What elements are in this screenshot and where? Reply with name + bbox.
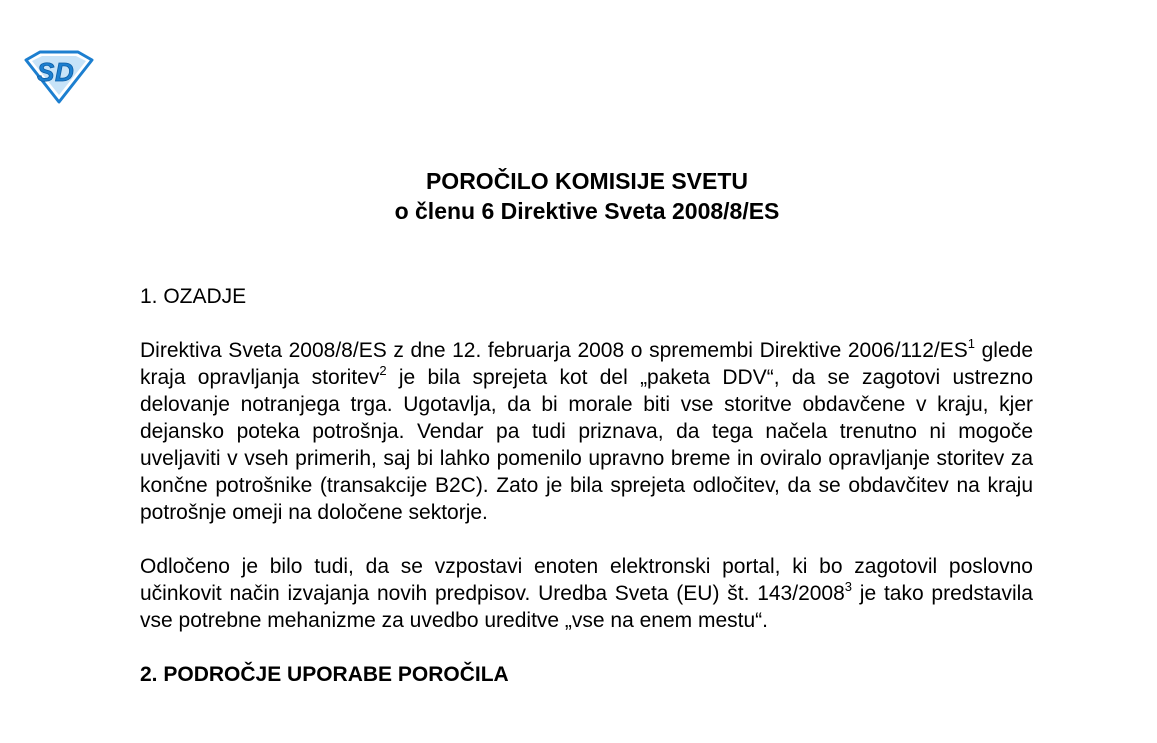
paragraph-1: [140, 337, 1033, 526]
section-heading-podrocje: 2. PODROČJE UPORABE POROČILA: [140, 663, 509, 686]
paragraph-2-text-a: Odločeno je bilo tudi, da se vzpostavi enoten elektronski portal, ki bo zagotovil poslovno učinkovit način izvajanja novih predpisov. Uredba Sveta (EU) št. 143/2008: [140, 555, 1033, 605]
paragraph-1-text-c: je bila sprejeta kot del „paketa DDV“, da se zagotovi ustrezno delovanje notranjega trga. Ugotavlja, da bi morale biti vse storitve obdavčene v kraju, kjer dejansko poteka potrošnja. Vendar pa tudi priznava, da tega načela trenutno ni mogoče uveljaviti v vseh primerih, saj bi lahko pomenilo upravno breme in oviralo opravljanje storitev za končne potrošnike (transakcije B2C). Zato je bila sprejeta odločitev, da se obdavčitev na kraju potrošnje omeji na določene sektorje.: [140, 366, 1033, 524]
footnote-ref-2: 2: [379, 363, 387, 378]
footnote-ref-3: 3: [844, 579, 853, 594]
paragraph-1-text-b: glede kraja opravljanja storitev: [140, 339, 1034, 389]
svg-text:D: D: [55, 57, 74, 87]
paragraph-1-text-a: Direktiva Sveta 2008/8/ES z dne 12. februarja 2008 o spremembi Direktive 2006/112/ES: [140, 339, 968, 362]
footnote-ref-1: 1: [967, 336, 975, 351]
title-line-1: POROČILO KOMISIJE SVETU: [425, 168, 749, 194]
title-line-2: o členu 6 Direktive Sveta 2008/8/ES: [394, 198, 780, 224]
sd-logo-icon: [22, 48, 96, 104]
document-body: [140, 283, 1033, 688]
document-title: [0, 166, 1157, 226]
section-heading-ozadje: 1. OZADJE: [140, 285, 247, 308]
paragraph-2-text-b: je tako predstavila vse potrebne mehanizme za uvedbo ureditve „vse na enem mestu“.: [140, 582, 1033, 632]
svg-text:S: S: [37, 57, 55, 87]
sd-shield-logo-icon: [22, 48, 96, 104]
paragraph-2: [140, 553, 1033, 634]
